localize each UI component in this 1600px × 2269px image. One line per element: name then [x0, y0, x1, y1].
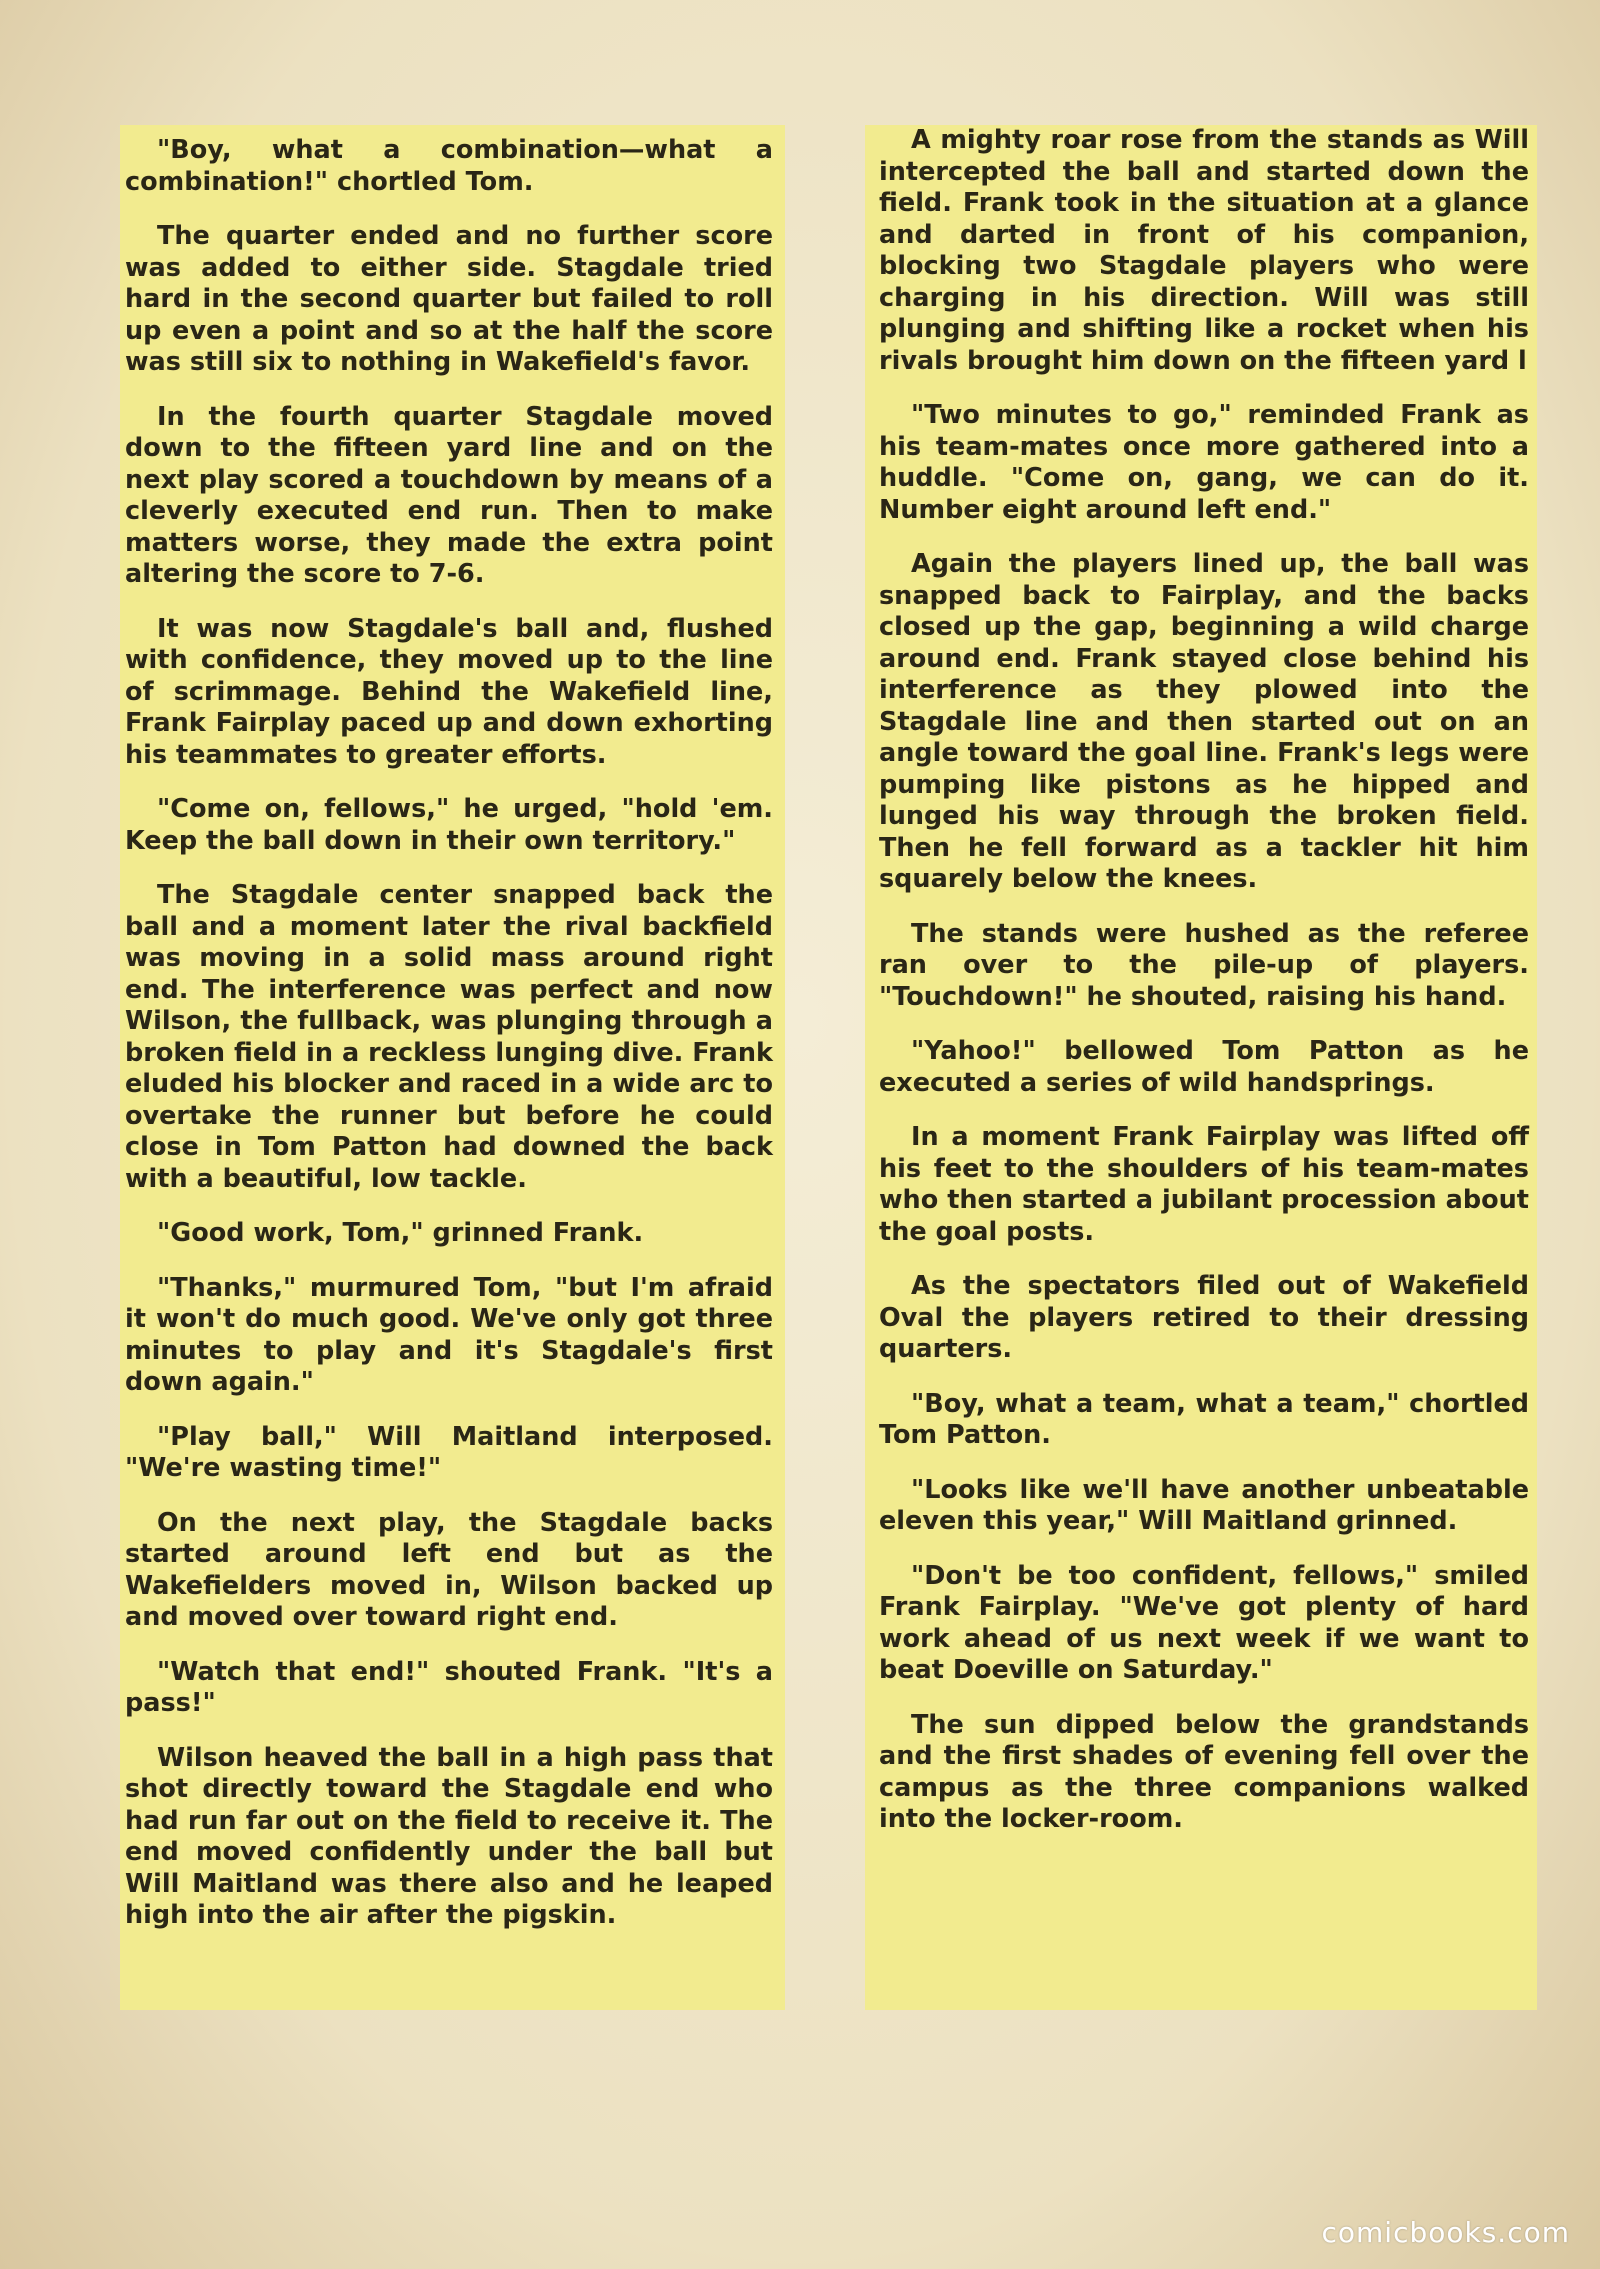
paragraph: "Boy, what a team, what a team," chortled Tom Patton. [879, 1388, 1529, 1450]
paragraph: Wilson heaved the ball in a high pass that shot directly toward the Stagdale end who had run far out on the field to receive it. The end moved confidently under the ball but Will Maitland was there also and he leaped high into the air after the pigskin. [125, 1742, 773, 1930]
paragraph: It was now Stagdale's ball and, flushed with confidence, they moved up to the line of scrimmage. Behind the Wakefield line, Frank Fairplay paced up and down exhorting his teammates to greater efforts. [125, 613, 773, 770]
paragraph: The stands were hushed as the referee ran over to the pile-up of players. "Touchdown!" he shouted, raising his hand. [879, 918, 1529, 1012]
paragraph: In a moment Frank Fairplay was lifted off his feet to the shoulders of his team-mates who then started a jubilant procession about the goal posts. [879, 1122, 1529, 1247]
paragraph: "Boy, what a combination—what a combination!" chortled Tom. [125, 135, 773, 197]
paragraph: Again the players lined up, the ball was snapped back to Fairplay, and the backs closed up the gap, beginning a wild charge around end. Frank stayed close behind his interference as they plowed into the Stagdale line and then started out on an angle toward the goal line. Frank's legs were pumping like pistons as he hipped and lunged his way through the broken field. Then he fell forward as a tackler hit him squarely below the knees. [879, 549, 1529, 894]
paragraph: "Yahoo!" bellowed Tom Patton as he executed a series of wild handsprings. [879, 1036, 1529, 1098]
paragraph: In the fourth quarter Stagdale moved down to the fifteen yard line and on the next play scored a touchdown by means of a cleverly executed end run. Then to make matters worse, they made the extra point altering the score to 7-6. [125, 401, 773, 589]
paragraph: On the next play, the Stagdale backs started around left end but as the Wakefielders moved in, Wilson backed up and moved over toward right end. [125, 1507, 773, 1632]
paragraph: The quarter ended and no further score was added to either side. Stagdale tried hard in the second quarter but failed to roll up even a point and so at the half the score was still six to nothing in Wakefield's favor. [125, 221, 773, 377]
paragraph: A mighty roar rose from the stands as Will intercepted the ball and started down the field. Frank took in the situation at a glance and darted in front of his companion, blocking two Stagdale players who were charging in his direction. Will was still plunging and shifting like a rocket when his rivals brought him down on the fifteen yard l [879, 125, 1529, 376]
paragraph: "Two minutes to go," reminded Frank as his team-mates once more gathered into a huddle. "Come on, gang, we can do it. Number eight around left end." [879, 400, 1529, 525]
paragraph: "Play ball," Will Maitland interposed. "We're wasting time!" [125, 1421, 773, 1483]
right-text-column [865, 125, 1537, 2010]
paragraph: "Looks like we'll have another unbeatable eleven this year," Will Maitland grinned. [879, 1474, 1529, 1536]
paragraph: "Watch that end!" shouted Frank. "It's a pass!" [125, 1656, 773, 1718]
paragraph: "Come on, fellows," he urged, "hold 'em. Keep the ball down in their own territory." [125, 794, 773, 856]
paragraph: As the spectators filed out of Wakefield Oval the players retired to their dressing quarters. [879, 1271, 1529, 1364]
paragraph: The Stagdale center snapped back the ball and a moment later the rival backfield was moving in a solid mass around right end. The interference was perfect and now Wilson, the fullback, was plunging through a broken field in a reckless lunging dive. Frank eluded his blocker and raced in a wide arc to overtake the runner but before he could close in Tom Patton had downed the back with a beautiful, low tackle. [125, 880, 773, 1194]
paragraph: "Thanks," murmured Tom, "but I'm afraid it won't do much good. We've only got three minutes to play and it's Stagdale's first down again." [125, 1272, 773, 1397]
left-text-column [120, 125, 785, 2010]
paragraph: "Good work, Tom," grinned Frank. [157, 1218, 644, 1248]
paragraph: The sun dipped below the grandstands and the first shades of evening fell over the campus as the three companions walked into the locker-room. [879, 1709, 1529, 1834]
watermark: comicbooks.com [1321, 2216, 1570, 2249]
paragraph: "Don't be too confident, fellows," smiled Frank Fairplay. "We've got plenty of hard work ahead of us next week if we want to beat Doeville on Saturday." [879, 1560, 1529, 1685]
